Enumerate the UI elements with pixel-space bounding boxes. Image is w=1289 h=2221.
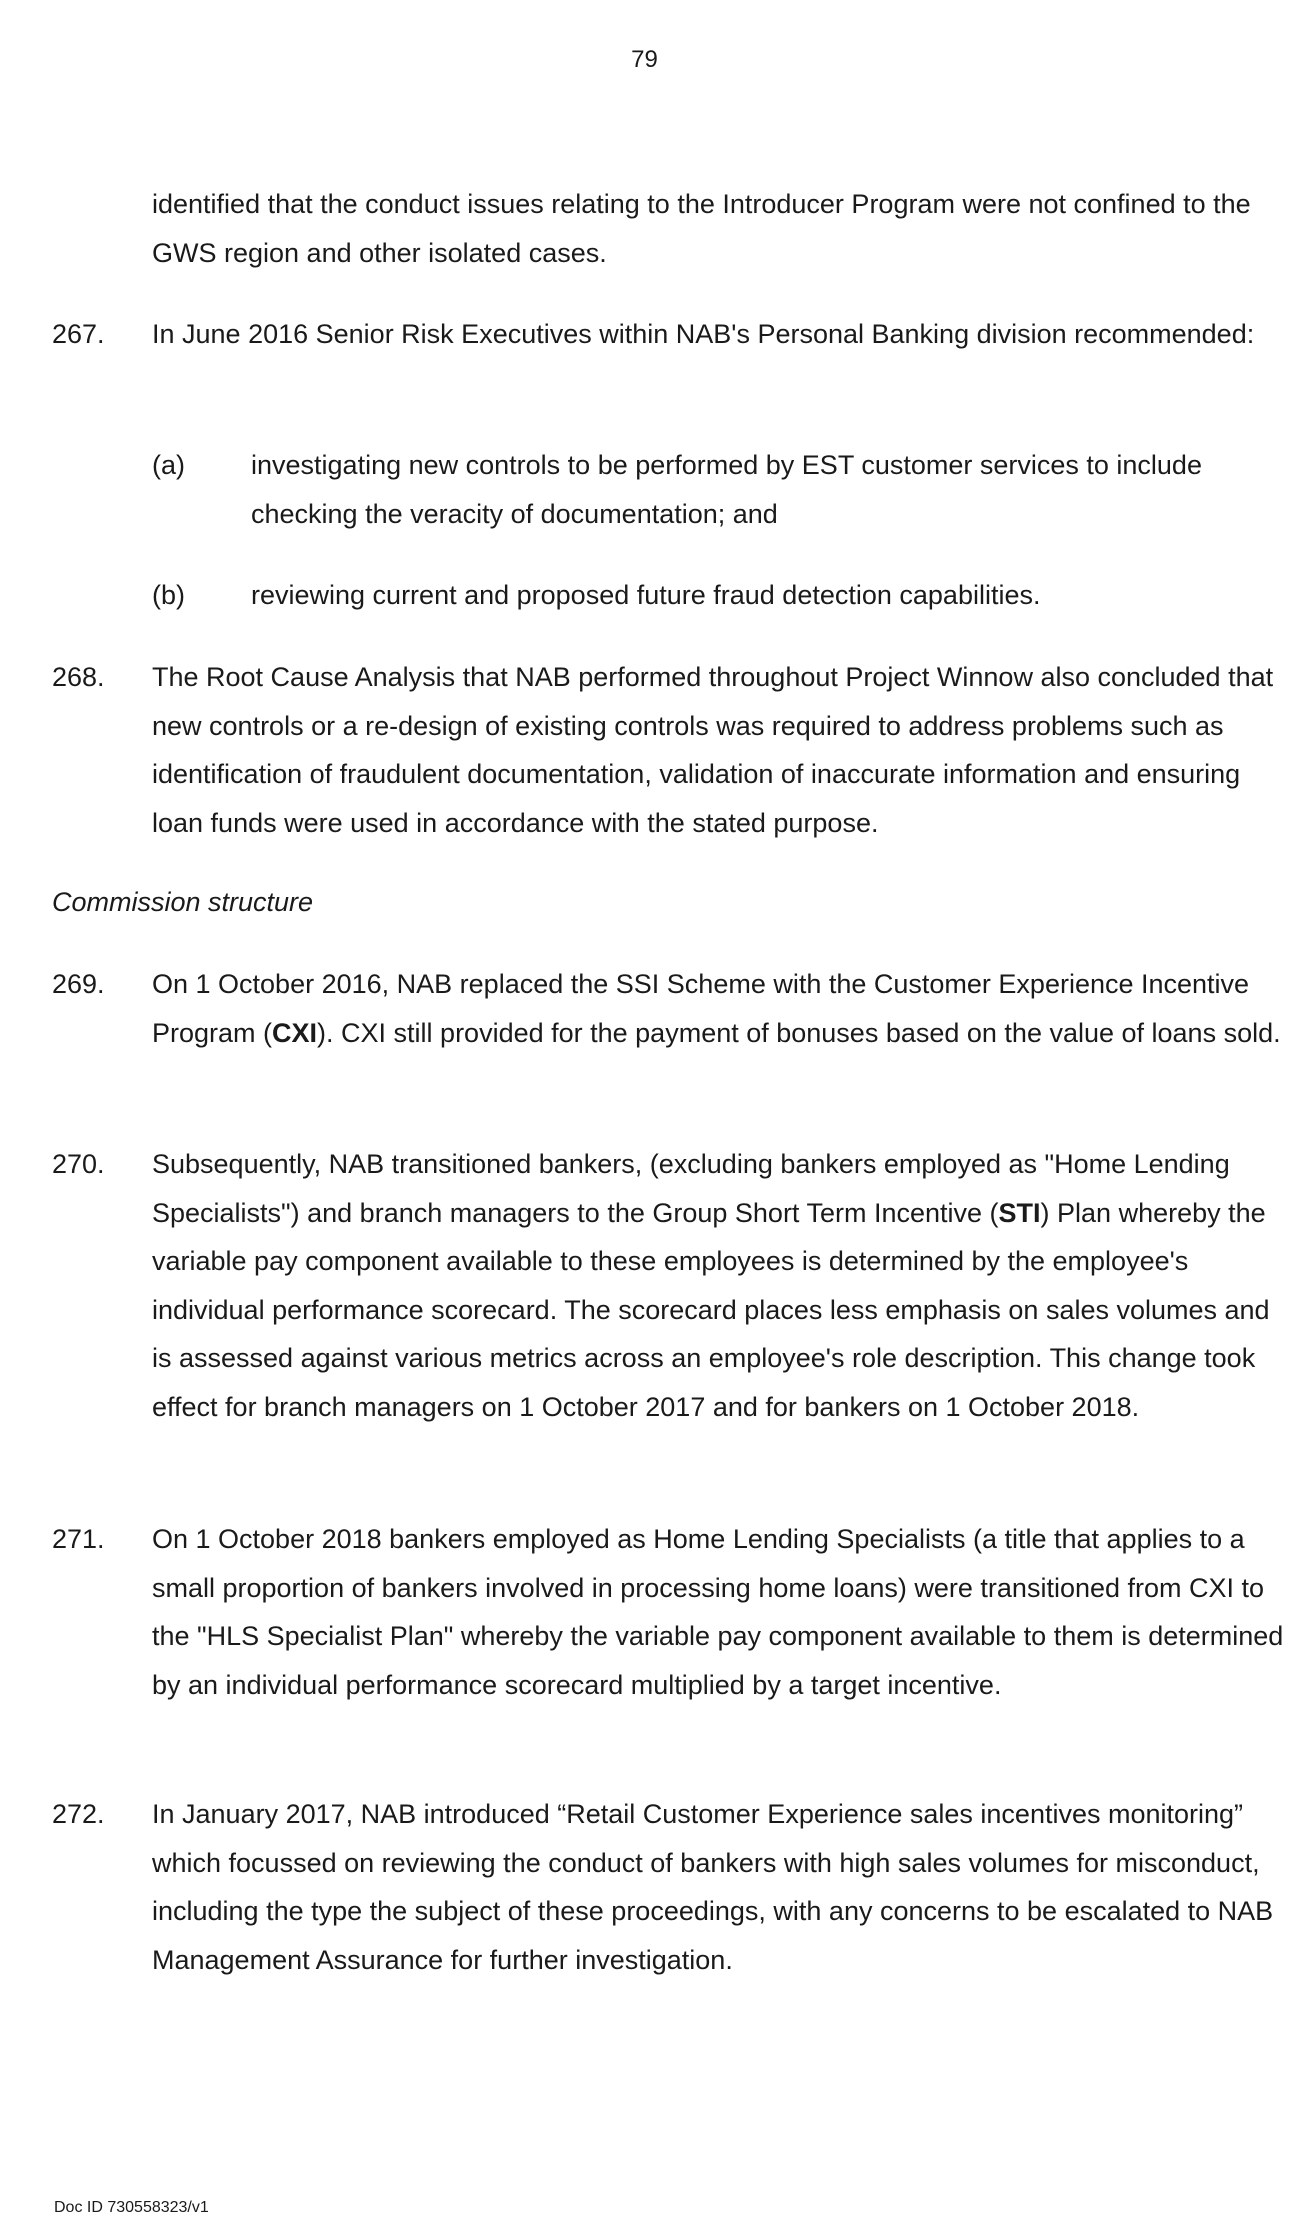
subitem-a — [152, 441, 1242, 538]
paragraph-number: 272. — [52, 1799, 105, 1829]
paragraph-number: 267. — [52, 319, 105, 349]
paragraph-269 — [52, 960, 1281, 1057]
paragraph-267 — [52, 310, 1255, 359]
doc-id-footer: Doc ID 730558323/v1 — [54, 2199, 209, 2216]
paragraph-272 — [52, 1790, 1274, 1984]
defined-term: STI — [998, 1197, 1041, 1228]
paragraph-number: 269. — [52, 969, 105, 999]
subitem-text: reviewing current and proposed future fraud detection capabilities. — [251, 580, 1041, 610]
subitem-label: (b) — [152, 580, 185, 610]
subitem-label: (a) — [152, 450, 185, 480]
paragraph-text: On 1 October 2018 bankers employed as Home Lending Specialists (a title that applies to a small proportion of bankers involved in processing home loans) were transitioned from CXI to the "HLS Specialist Plan" whereby the variable pay component available to them is determined by an individual performance scorecard multiplied by a target incentive. — [152, 1524, 1284, 1700]
subitem-text: investigating new controls to be performed by EST customer services to include checking the veracity of documentation; and — [251, 450, 1202, 529]
paragraph-text: On 1 October 2016, NAB replaced the SSI Scheme with the Customer Experience Incentive Program (CXI). CXI still provided for the payment of bonuses based on the value of loans sold. — [152, 969, 1281, 1048]
paragraph-text: In June 2016 Senior Risk Executives within NAB's Personal Banking division recommended: — [152, 319, 1255, 349]
paragraph-number: 268. — [52, 662, 105, 692]
page-number: 79 — [631, 46, 658, 73]
paragraph-271 — [52, 1515, 1284, 1709]
paragraph-270 — [52, 1140, 1270, 1431]
paragraph-text: In January 2017, NAB introduced “Retail Customer Experience sales incentives monitoring” which focussed on reviewing the conduct of bankers with high sales volumes for misconduct, including the type the subject of these proceedings, with any concerns to be escalated to NAB Management Assurance for further investigation. — [152, 1799, 1274, 1975]
paragraph-text: Subsequently, NAB transitioned bankers, (excluding bankers employed as "Home Lending Specialists") and branch managers to the Group Short Term Incentive (STI) Plan whereby the variable pay component available to these employees is determined by the employee's individual performance scorecard. The scorecard places less emphasis on sales volumes and is assessed against various metrics across an employee's role description. This change took effect for branch managers on 1 October 2017 and for bankers on 1 October 2018. — [152, 1149, 1270, 1422]
paragraph-268 — [52, 653, 1274, 847]
continuation-text: identified that the conduct issues relating to the Introducer Program were not confined to the GWS region and other isolated cases. — [152, 189, 1251, 268]
paragraph-text: The Root Cause Analysis that NAB performed throughout Project Winnow also concluded that new controls or a re-design of existing controls was required to address problems such as identification of fraudulent documentation, validation of inaccurate information and ensuring loan funds were used in accordance with the stated purpose. — [152, 662, 1274, 838]
paragraph-number: 270. — [52, 1149, 105, 1179]
paragraph-number: 271. — [52, 1524, 105, 1554]
defined-term: CXI — [272, 1017, 318, 1048]
continuation-paragraph — [52, 180, 1251, 277]
subitem-b — [152, 571, 1242, 620]
section-heading: Commission structure — [52, 887, 314, 917]
